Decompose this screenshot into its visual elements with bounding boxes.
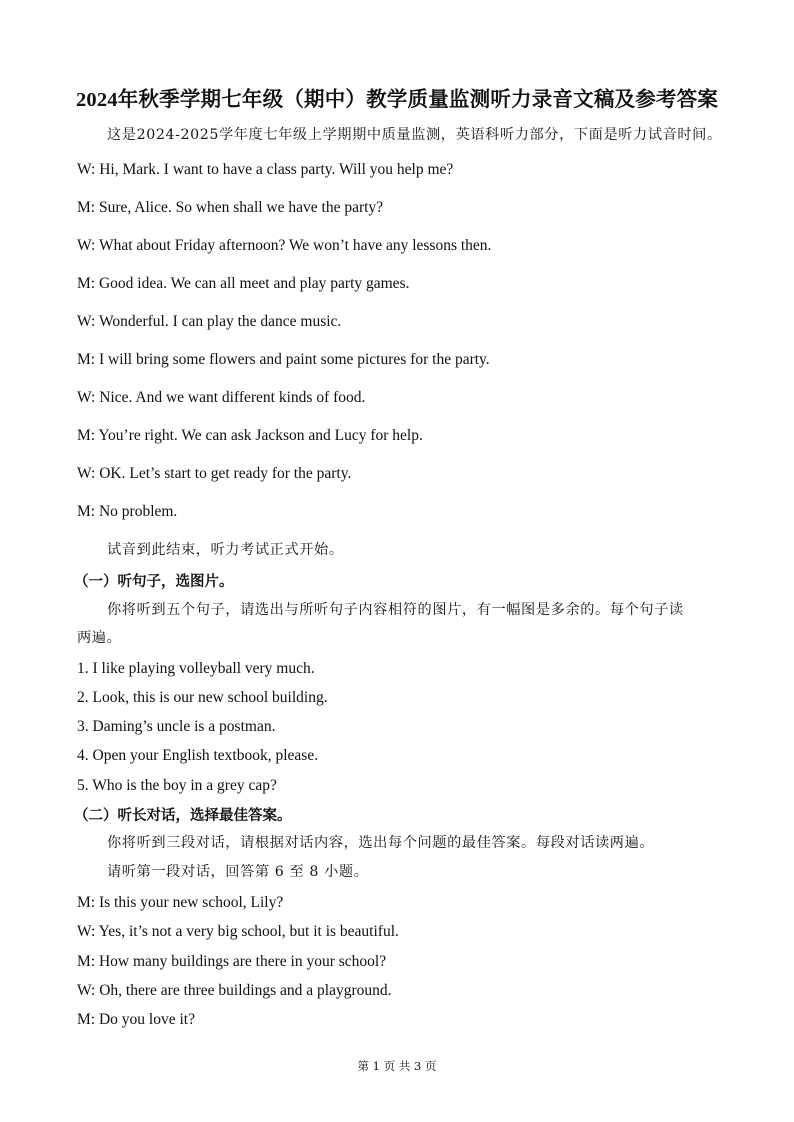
dialogue-line: W: Nice. And we want different kinds of food.: [77, 389, 366, 406]
dialogue-line: M: Good idea. We can all meet and play party games.: [77, 275, 410, 292]
list-item: 5. Who is the boy in a grey cap?: [77, 777, 277, 794]
section1-instruction-cont: 两遍。: [77, 630, 122, 646]
section2-instruction: 你将听到三段对话，请根据对话内容，选出每个问题的最佳答案。每段对话读两遍。: [107, 835, 655, 851]
section1-heading: （一）听句子，选图片。: [74, 574, 234, 590]
dialogue-line: W: Oh, there are three buildings and a playground.: [77, 982, 392, 999]
dialogue-line: W: What about Friday afternoon? We won’t have any lessons then.: [77, 237, 492, 254]
section1-instruction: 你将听到五个句子，请选出与所听句子内容相符的图片，有一幅图是多余的。每个句子读: [107, 602, 684, 618]
section2-heading: （二）听长对话，选择最佳答案。: [74, 808, 292, 824]
dialogue-line: W: Wonderful. I can play the dance music.: [77, 313, 342, 330]
list-item: 4. Open your English textbook, please.: [77, 747, 319, 764]
dialogue-line: W: OK. Let’s start to get ready for the party.: [77, 465, 352, 482]
dialogue-line: M: How many buildings are there in your school?: [77, 953, 387, 970]
dialogue-line: M: No problem.: [77, 503, 178, 520]
section2-sub-instruction: 请听第一段对话，回答第 6 至 8 小题。: [107, 864, 369, 880]
dialogue-line: M: Is this your new school, Lily?: [77, 894, 284, 911]
page-footer: 第 1 页 共 3 页: [357, 1059, 437, 1073]
intro-paragraph: 这是2024-2025学年度七年级上学期期中质量监测，英语科听力部分，下面是听力试音时间。: [107, 127, 722, 143]
list-item: 2. Look, this is our new school building.: [77, 689, 328, 706]
dialogue-line: M: Sure, Alice. So when shall we have the party?: [77, 199, 384, 216]
dialogue-line: M: You’re right. We can ask Jackson and Lucy for help.: [77, 427, 423, 444]
page-title: 2024年秋季学期七年级（期中）教学质量监测听力录音文稿及参考答案: [75, 89, 719, 111]
dialogue-line: M: Do you love it?: [77, 1011, 195, 1028]
list-item: 3. Daming’s uncle is a postman.: [77, 718, 276, 735]
list-item: 1. I like playing volleyball very much.: [77, 660, 315, 677]
trial-end-note: 试音到此结束，听力考试正式开始。: [107, 542, 344, 558]
dialogue-line: W: Yes, it’s not a very big school, but it is beautiful.: [77, 923, 399, 940]
dialogue-line: M: I will bring some flowers and paint some pictures for the party.: [77, 351, 490, 368]
dialogue-line: W: Hi, Mark. I want to have a class party. Will you help me?: [77, 161, 454, 178]
